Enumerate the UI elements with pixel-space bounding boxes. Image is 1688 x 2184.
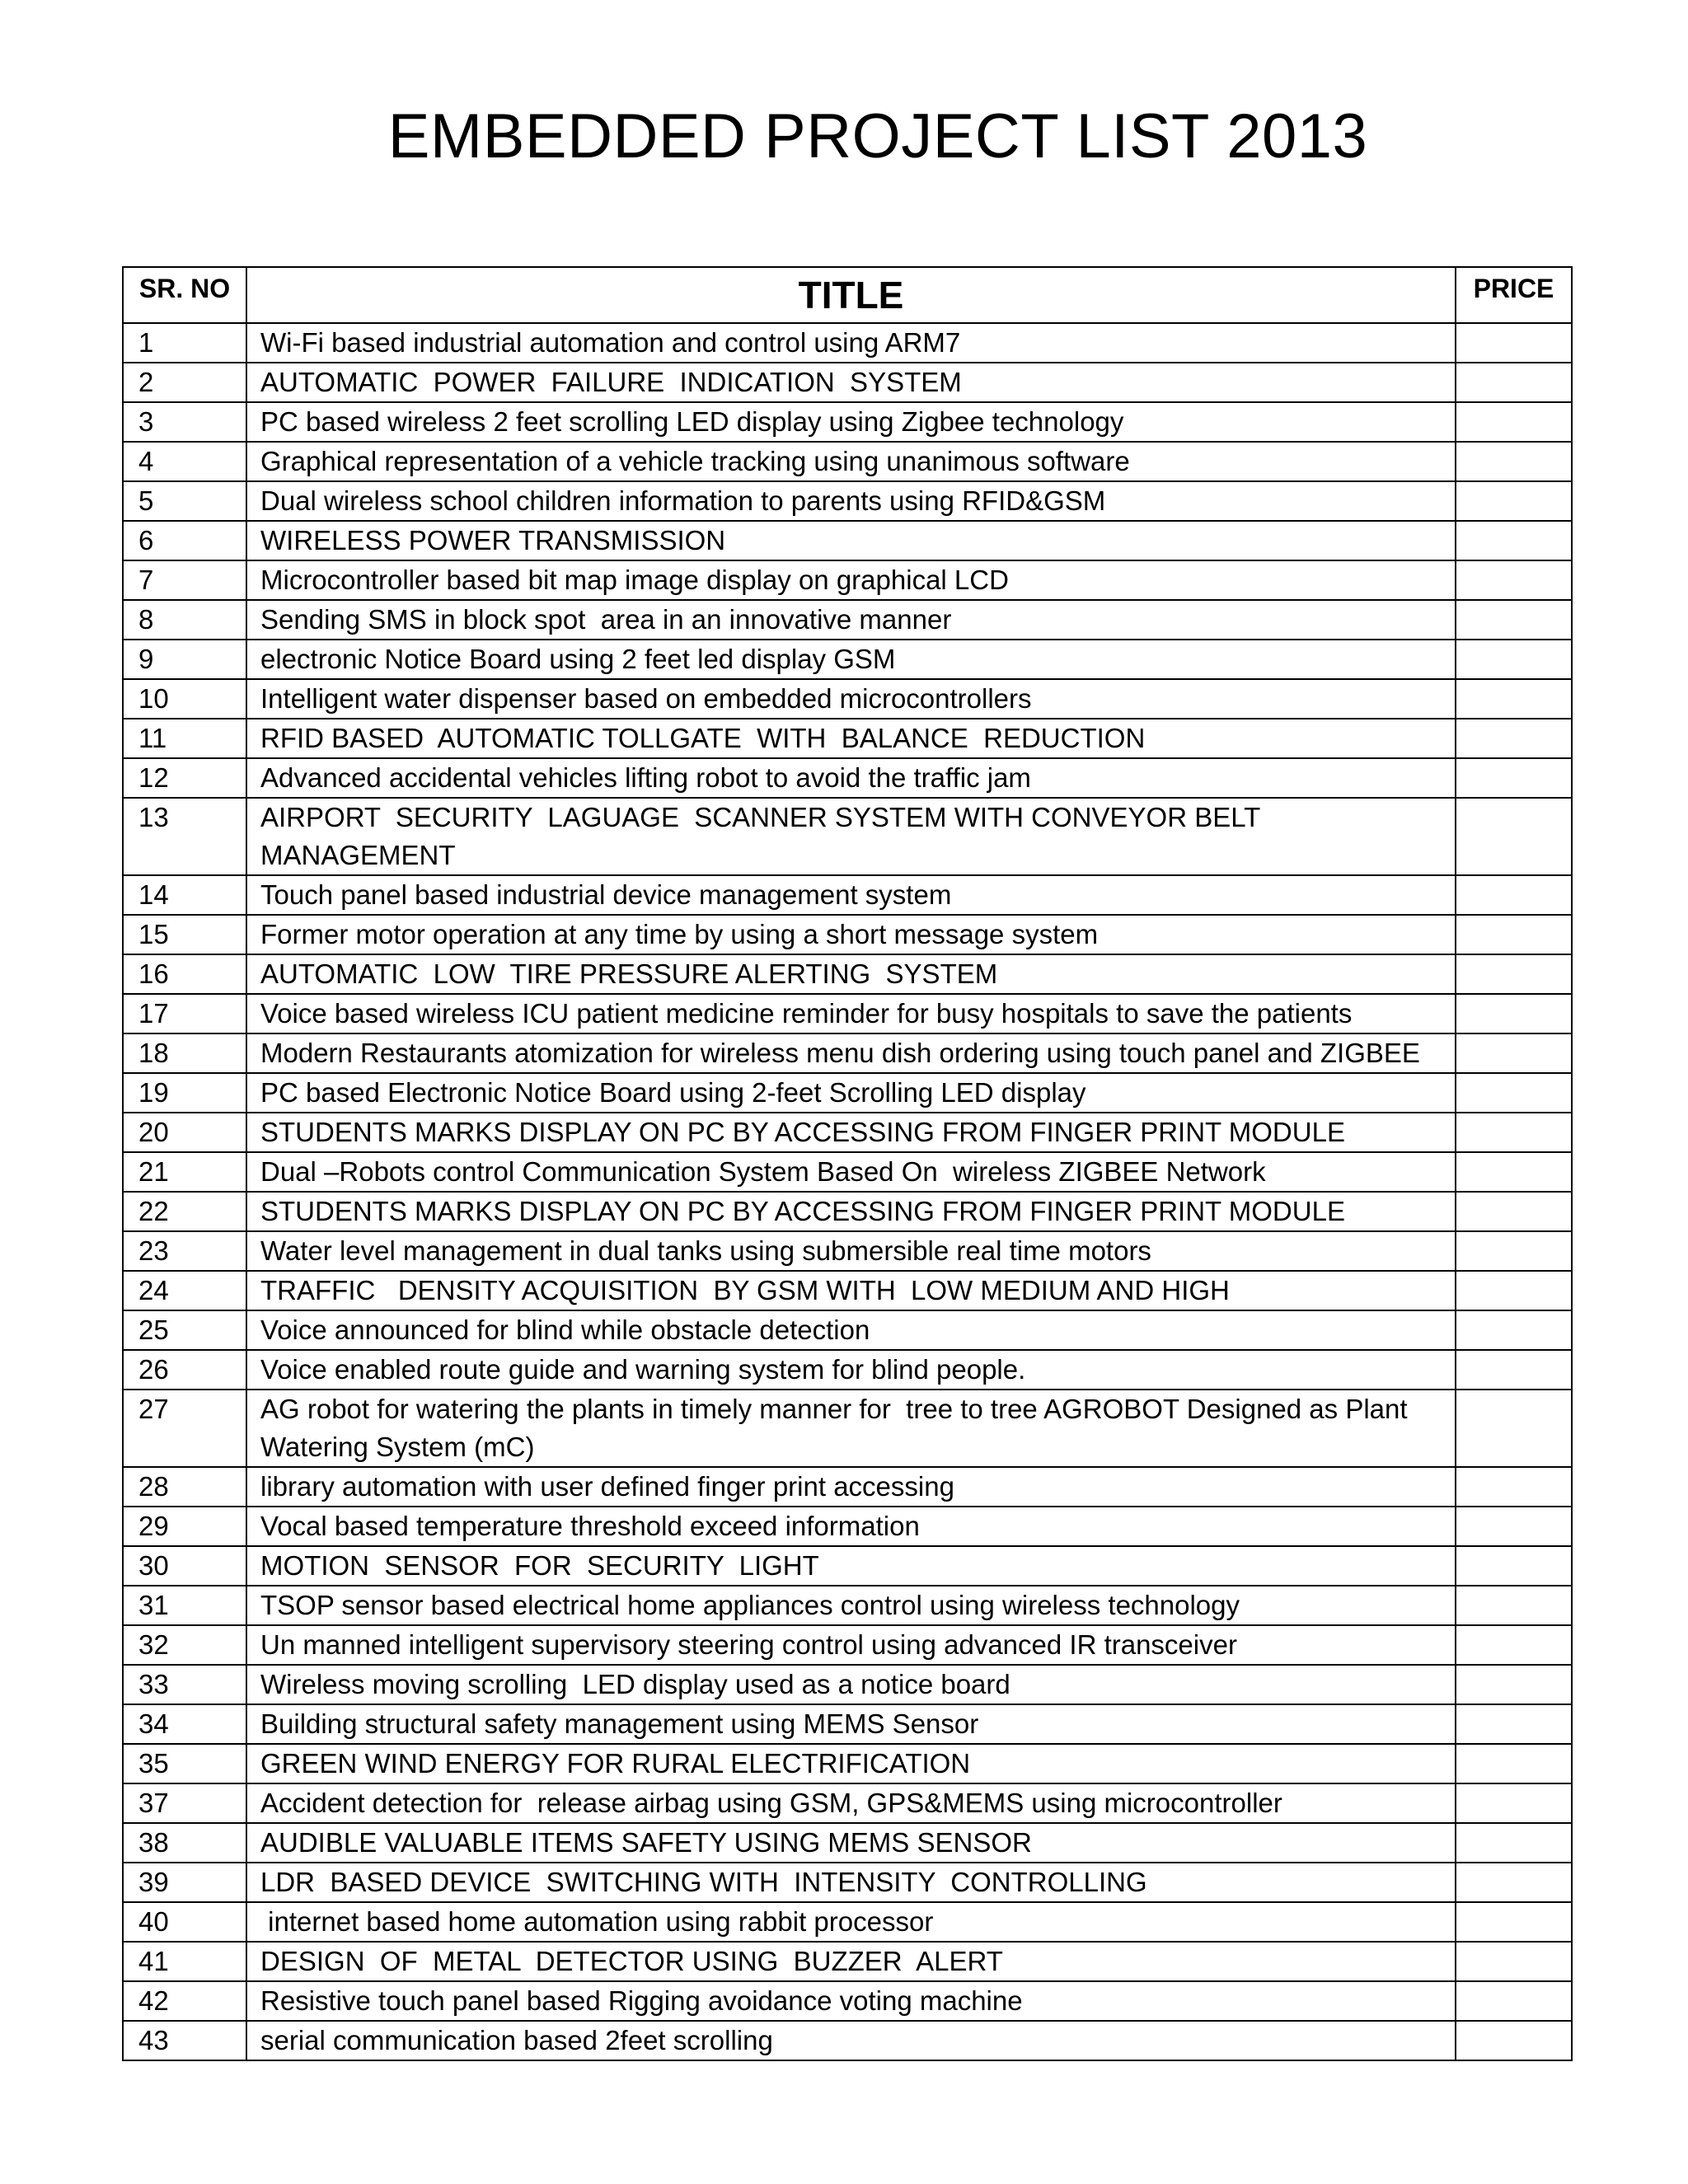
cell-sr-no: 13 — [123, 798, 246, 875]
table-row — [123, 1546, 1572, 1586]
cell-title: Accident detection for release airbag using GSM, GPS&MEMS using microcontroller — [246, 1783, 1456, 1823]
table-row — [123, 2021, 1572, 2060]
cell-price — [1456, 1507, 1572, 1546]
cell-title: GREEN WIND ENERGY FOR RURAL ELECTRIFICATION — [246, 1744, 1456, 1783]
table-row — [123, 402, 1572, 442]
cell-title: Touch panel based industrial device management system — [246, 875, 1456, 915]
cell-sr-no: 6 — [123, 521, 246, 560]
cell-price — [1456, 521, 1572, 560]
cell-sr-no: 12 — [123, 758, 246, 798]
cell-price — [1456, 954, 1572, 994]
cell-sr-no: 20 — [123, 1113, 246, 1152]
cell-price — [1456, 1744, 1572, 1783]
cell-price — [1456, 875, 1572, 915]
cell-price — [1456, 1310, 1572, 1350]
cell-price — [1456, 1192, 1572, 1231]
table-row — [123, 915, 1572, 954]
table-row — [123, 1863, 1572, 1902]
column-header-price: PRICE — [1456, 267, 1572, 323]
table-row — [123, 1033, 1572, 1073]
cell-title: MOTION SENSOR FOR SECURITY LIGHT — [246, 1546, 1456, 1586]
cell-title: AIRPORT SECURITY LAGUAGE SCANNER SYSTEM WITH CONVEYOR BELT MANAGEMENT — [246, 798, 1456, 875]
table-row — [123, 1704, 1572, 1744]
cell-price — [1456, 402, 1572, 442]
table-row — [123, 560, 1572, 600]
cell-sr-no: 30 — [123, 1546, 246, 1586]
table-row — [123, 1823, 1572, 1863]
cell-price — [1456, 323, 1572, 363]
cell-title: PC based Electronic Notice Board using 2-feet Scrolling LED display — [246, 1073, 1456, 1113]
column-header-sr-no: SR. NO — [123, 267, 246, 323]
table-row — [123, 1467, 1572, 1507]
table-row — [123, 798, 1572, 875]
cell-title: Intelligent water dispenser based on embedded microcontrollers — [246, 679, 1456, 719]
cell-title: Former motor operation at any time by using a short message system — [246, 915, 1456, 954]
cell-price — [1456, 1231, 1572, 1271]
cell-sr-no: 43 — [123, 2021, 246, 2060]
cell-sr-no: 9 — [123, 640, 246, 679]
cell-price — [1456, 679, 1572, 719]
cell-price — [1456, 640, 1572, 679]
cell-sr-no: 17 — [123, 994, 246, 1033]
table-header-row — [123, 267, 1572, 323]
cell-price — [1456, 1625, 1572, 1665]
table-row — [123, 875, 1572, 915]
cell-title: Modern Restaurants atomization for wireless menu dish ordering using touch panel and ZIGBEE — [246, 1033, 1456, 1073]
cell-price — [1456, 1981, 1572, 2021]
cell-sr-no: 25 — [123, 1310, 246, 1350]
cell-sr-no: 23 — [123, 1231, 246, 1271]
cell-sr-no: 14 — [123, 875, 246, 915]
table-row — [123, 363, 1572, 402]
table-row — [123, 1390, 1572, 1467]
cell-title: Voice announced for blind while obstacle detection — [246, 1310, 1456, 1350]
table-row — [123, 1783, 1572, 1823]
cell-price — [1456, 1823, 1572, 1863]
cell-sr-no: 1 — [123, 323, 246, 363]
table-row — [123, 1310, 1572, 1350]
cell-sr-no: 35 — [123, 1744, 246, 1783]
cell-title: Resistive touch panel based Rigging avoidance voting machine — [246, 1981, 1456, 2021]
cell-sr-no: 31 — [123, 1586, 246, 1625]
cell-sr-no: 3 — [123, 402, 246, 442]
cell-price — [1456, 1902, 1572, 1942]
cell-sr-no: 34 — [123, 1704, 246, 1744]
cell-price — [1456, 1586, 1572, 1625]
table-row — [123, 1192, 1572, 1231]
cell-title: TRAFFIC DENSITY ACQUISITION BY GSM WITH LOW MEDIUM AND HIGH — [246, 1271, 1456, 1310]
cell-price — [1456, 1113, 1572, 1152]
cell-sr-no: 40 — [123, 1902, 246, 1942]
table-row — [123, 1902, 1572, 1942]
cell-title: DESIGN OF METAL DETECTOR USING BUZZER ALERT — [246, 1942, 1456, 1981]
cell-sr-no: 19 — [123, 1073, 246, 1113]
cell-price — [1456, 363, 1572, 402]
cell-price — [1456, 1152, 1572, 1192]
cell-title: Sending SMS in block spot area in an innovative manner — [246, 600, 1456, 640]
cell-sr-no: 24 — [123, 1271, 246, 1310]
cell-title: Wireless moving scrolling LED display used as a notice board — [246, 1665, 1456, 1704]
cell-price — [1456, 1390, 1572, 1467]
cell-title: Dual wireless school children information to parents using RFID&GSM — [246, 481, 1456, 521]
cell-sr-no: 42 — [123, 1981, 246, 2021]
cell-price — [1456, 994, 1572, 1033]
cell-title: Microcontroller based bit map image display on graphical LCD — [246, 560, 1456, 600]
table-row — [123, 719, 1572, 758]
table-row — [123, 994, 1572, 1033]
cell-sr-no: 33 — [123, 1665, 246, 1704]
table-body — [123, 323, 1572, 2060]
cell-sr-no: 2 — [123, 363, 246, 402]
cell-sr-no: 5 — [123, 481, 246, 521]
cell-sr-no: 38 — [123, 1823, 246, 1863]
cell-title: library automation with user defined finger print accessing — [246, 1467, 1456, 1507]
cell-price — [1456, 481, 1572, 521]
cell-title: internet based home automation using rabbit processor — [246, 1902, 1456, 1942]
table-row — [123, 481, 1572, 521]
table-row — [123, 1271, 1572, 1310]
cell-sr-no: 41 — [123, 1942, 246, 1981]
cell-title: TSOP sensor based electrical home appliances control using wireless technology — [246, 1586, 1456, 1625]
cell-price — [1456, 560, 1572, 600]
project-table — [122, 266, 1573, 2061]
table-row — [123, 1350, 1572, 1390]
cell-price — [1456, 798, 1572, 875]
table-row — [123, 954, 1572, 994]
table-row — [123, 1942, 1572, 1981]
cell-price — [1456, 442, 1572, 481]
cell-price — [1456, 1863, 1572, 1902]
cell-title: STUDENTS MARKS DISPLAY ON PC BY ACCESSING FROM FINGER PRINT MODULE — [246, 1192, 1456, 1231]
cell-title: Building structural safety management using MEMS Sensor — [246, 1704, 1456, 1744]
cell-title: electronic Notice Board using 2 feet led display GSM — [246, 640, 1456, 679]
table-row — [123, 521, 1572, 560]
cell-price — [1456, 1467, 1572, 1507]
cell-title: WIRELESS POWER TRANSMISSION — [246, 521, 1456, 560]
cell-price — [1456, 1350, 1572, 1390]
cell-sr-no: 7 — [123, 560, 246, 600]
cell-sr-no: 16 — [123, 954, 246, 994]
cell-price — [1456, 1783, 1572, 1823]
cell-title: PC based wireless 2 feet scrolling LED display using Zigbee technology — [246, 402, 1456, 442]
cell-price — [1456, 1704, 1572, 1744]
cell-price — [1456, 915, 1572, 954]
cell-title: Graphical representation of a vehicle tracking using unanimous software — [246, 442, 1456, 481]
table-row — [123, 1665, 1572, 1704]
column-header-title: TITLE — [246, 267, 1456, 323]
cell-sr-no: 11 — [123, 719, 246, 758]
cell-title: Water level management in dual tanks using submersible real time motors — [246, 1231, 1456, 1271]
cell-price — [1456, 1033, 1572, 1073]
cell-sr-no: 4 — [123, 442, 246, 481]
table-row — [123, 1231, 1572, 1271]
cell-title: serial communication based 2feet scrolling — [246, 2021, 1456, 2060]
cell-title: Wi-Fi based industrial automation and control using ARM7 — [246, 323, 1456, 363]
table-row — [123, 1586, 1572, 1625]
cell-title: Voice based wireless ICU patient medicine reminder for busy hospitals to save the patients — [246, 994, 1456, 1033]
cell-price — [1456, 758, 1572, 798]
table-row — [123, 600, 1572, 640]
cell-title: STUDENTS MARKS DISPLAY ON PC BY ACCESSING FROM FINGER PRINT MODULE — [246, 1113, 1456, 1152]
page-title: EMBEDDED PROJECT LIST 2013 — [387, 101, 1368, 171]
cell-price — [1456, 600, 1572, 640]
cell-price — [1456, 2021, 1572, 2060]
cell-title: Un manned intelligent supervisory steering control using advanced IR transceiver — [246, 1625, 1456, 1665]
table-row — [123, 323, 1572, 363]
cell-sr-no: 10 — [123, 679, 246, 719]
cell-price — [1456, 719, 1572, 758]
cell-sr-no: 27 — [123, 1390, 246, 1467]
cell-sr-no: 21 — [123, 1152, 246, 1192]
cell-title: Vocal based temperature threshold exceed information — [246, 1507, 1456, 1546]
cell-title: Advanced accidental vehicles lifting robot to avoid the traffic jam — [246, 758, 1456, 798]
table-row — [123, 1625, 1572, 1665]
cell-sr-no: 26 — [123, 1350, 246, 1390]
table-row — [123, 1073, 1572, 1113]
table-row — [123, 1744, 1572, 1783]
cell-sr-no: 28 — [123, 1467, 246, 1507]
cell-title: AUTOMATIC LOW TIRE PRESSURE ALERTING SYSTEM — [246, 954, 1456, 994]
table-row — [123, 679, 1572, 719]
cell-sr-no: 18 — [123, 1033, 246, 1073]
cell-title: Dual –Robots control Communication System Based On wireless ZIGBEE Network — [246, 1152, 1456, 1192]
table-row — [123, 1507, 1572, 1546]
table-row — [123, 758, 1572, 798]
table-row — [123, 442, 1572, 481]
cell-price — [1456, 1942, 1572, 1981]
table-row — [123, 1113, 1572, 1152]
cell-sr-no: 37 — [123, 1783, 246, 1823]
cell-price — [1456, 1665, 1572, 1704]
cell-title: AG robot for watering the plants in timely manner for tree to tree AGROBOT Designed as Plant Watering System (mC) — [246, 1390, 1456, 1467]
cell-price — [1456, 1271, 1572, 1310]
cell-sr-no: 8 — [123, 600, 246, 640]
cell-sr-no: 22 — [123, 1192, 246, 1231]
table-row — [123, 640, 1572, 679]
cell-title: RFID BASED AUTOMATIC TOLLGATE WITH BALANCE REDUCTION — [246, 719, 1456, 758]
cell-title: AUDIBLE VALUABLE ITEMS SAFETY USING MEMS SENSOR — [246, 1823, 1456, 1863]
table-row — [123, 1152, 1572, 1192]
table-row — [123, 1981, 1572, 2021]
cell-title: AUTOMATIC POWER FAILURE INDICATION SYSTEM — [246, 363, 1456, 402]
cell-title: LDR BASED DEVICE SWITCHING WITH INTENSITY CONTROLLING — [246, 1863, 1456, 1902]
cell-title: Voice enabled route guide and warning system for blind people. — [246, 1350, 1456, 1390]
cell-price — [1456, 1546, 1572, 1586]
cell-price — [1456, 1073, 1572, 1113]
cell-sr-no: 29 — [123, 1507, 246, 1546]
cell-sr-no: 32 — [123, 1625, 246, 1665]
cell-sr-no: 39 — [123, 1863, 246, 1902]
cell-sr-no: 15 — [123, 915, 246, 954]
